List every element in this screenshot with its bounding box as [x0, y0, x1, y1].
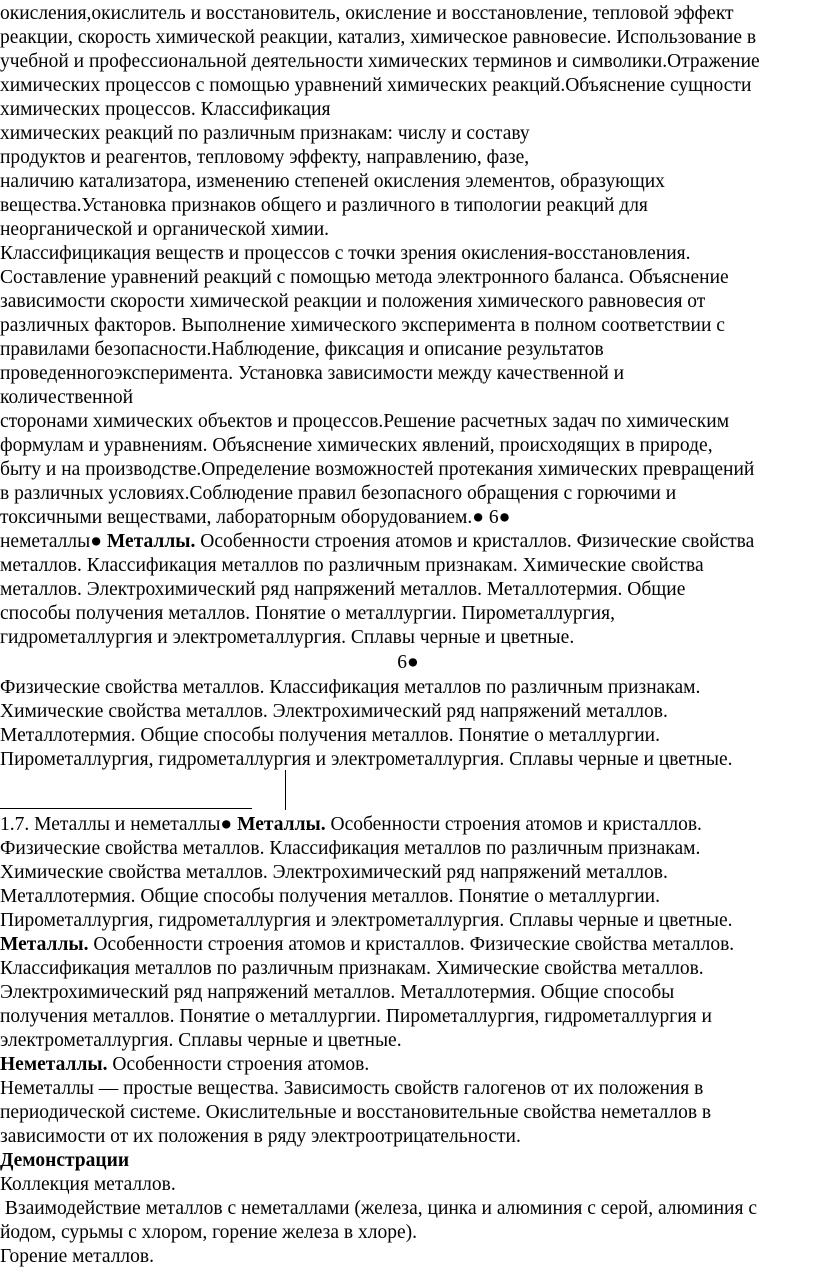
paragraph-metals-2 — [0, 676, 816, 772]
text-line: неорганической и органической химии. — [0, 219, 330, 240]
text-line: Составление уравнений реакций с помощью метода электронного баланса. Объяснение — [0, 267, 729, 288]
text-line: Горение металлов. — [0, 1246, 154, 1267]
demonstrations-heading: Демонстрации — [0, 1150, 130, 1171]
text-line: реакции, скорость химической реакции, катализ, химическое равновесие. Использование в — [0, 27, 757, 48]
text-line: количественной — [0, 387, 134, 408]
section-heading-line — [0, 813, 816, 837]
text-line: зависимости от их положения в ряду электроотрицательности. — [0, 1126, 521, 1147]
center-mark: 6● — [397, 652, 419, 673]
text-line: Химические свойства металлов. Электрохимический ряд напряжений металлов. — [0, 701, 668, 722]
text-line: продуктов и реагентов, тепловому эффекту, направлению, фазе, — [0, 147, 530, 168]
text-line: получения металлов. Понятие о металлургии. Пирометаллургия, гидрометаллургия и — [0, 1006, 712, 1027]
text-line: Классифицикация веществ и процессов с точки зрения окисления-восстановления. — [0, 243, 691, 264]
text-run: Особенности строения атомов и кристаллов. Физические свойства — [195, 531, 755, 552]
text-line: окисления,окислитель и восстановитель, окисление и восстановление, тепловой эффект — [0, 3, 734, 24]
text-line — [0, 1053, 816, 1077]
text-line: Электрохимический ряд напряжений металлов. Металлотермия. Общие способы — [0, 982, 675, 1003]
text-line: химических процессов с помощью уравнений химических реакций.Объяснение сущности — [0, 75, 752, 96]
paragraph-metals-1 — [0, 530, 816, 650]
text-line: периодической системе. Окислительные и восстановительные свойства неметаллов в — [0, 1102, 712, 1123]
text-line: Пирометаллургия, гидрометаллургия и электрометаллургия. Сплавы черные и цветные. — [0, 749, 733, 770]
text-line: Неметаллы — простые вещества. Зависимость свойств галогенов от их положения в — [0, 1078, 704, 1099]
text-line — [0, 530, 816, 554]
text-line: химических процессов. Классификация — [0, 99, 331, 120]
bold-term: Металлы. — [237, 814, 326, 835]
text-line: зависимости скорости химической реакции и положения химического равновесия от — [0, 291, 706, 312]
text-line: способы получения металлов. Понятие о металлургии. Пирометаллургия, — [0, 603, 615, 624]
text-line: проведенногоэксперимента. Установка зависимости между качественной и — [0, 363, 625, 384]
text-line: учебной и профессиональной деятельности химических терминов и символики.Отражение — [0, 51, 760, 72]
text-line: сторонами химических объектов и процессов.Решение расчетных задач по химическим — [0, 411, 730, 432]
paragraph-reactions — [0, 2, 816, 530]
text-line: правилами безопасности.Наблюдение, фиксация и описание результатов — [0, 339, 604, 360]
section-number-title: 1.7. Металлы и неметаллы● — [0, 814, 238, 835]
text-line: в различных условиях.Соблюдение правил безопасного обращения с горючими и — [0, 483, 677, 504]
text-line: быту и на производстве.Определение возможностей протекания химических превращений — [0, 459, 755, 480]
text-line: Классификация металлов по различным признакам. Химические свойства металлов. — [0, 958, 704, 979]
text-line: металлов. Электрохимический ряд напряжений металлов. Металлотермия. Общие — [0, 579, 686, 600]
text-line: Взаимодействие металлов с неметаллами (железа, цинка и алюминия с серой, алюминия с — [0, 1198, 757, 1219]
text-line: формулам и уравнениям. Объяснение химических явлений, происходящих в природе, — [0, 435, 713, 456]
footnote-separator — [0, 808, 252, 809]
text-line: вещества.Установка признаков общего и различного в типологии реакций для — [0, 195, 648, 216]
text-line: Химические свойства металлов. Электрохимический ряд напряжений металлов. — [0, 862, 668, 883]
text-run: Особенности строения атомов и кристаллов. Физические свойства металлов. — [88, 934, 735, 955]
text-line — [0, 933, 816, 957]
table-border-vertical — [285, 770, 286, 810]
text-line: электрометаллургия. Сплавы черные и цветные. — [0, 1030, 402, 1051]
text-run: Особенности строения атомов. — [107, 1054, 370, 1075]
text-line: гидрометаллургия и электрометаллургия. Сплавы черные и цветные. — [0, 627, 575, 648]
bold-term: Металлы. — [0, 934, 89, 955]
lead-text: неметаллы● — [0, 531, 107, 552]
text-line: Пирометаллургия, гидрометаллургия и электрометаллургия. Сплавы черные и цветные. — [0, 910, 733, 931]
text-line: различных факторов. Выполнение химического эксперимента в полном соответствии с — [0, 315, 725, 336]
text-line: токсичными веществами, лабораторным оборудованием.● 6● — [0, 507, 511, 528]
text-line: Металлотермия. Общие способы получения металлов. Понятие о металлургии. — [0, 725, 660, 746]
text-line: металлов. Классификация металлов по различным признакам. Химические свойства — [0, 555, 704, 576]
text-line: Коллекция металлов. — [0, 1174, 176, 1195]
text-run: Особенности строения атомов и кристаллов. — [325, 814, 702, 835]
text-line: химических реакций по различным признакам: числу и составу — [0, 123, 530, 144]
text-line: Металлотермия. Общие способы получения металлов. Понятие о металлургии. — [0, 886, 660, 907]
bold-term: Металлы. — [106, 531, 196, 552]
text-line: Физические свойства металлов. Классификация металлов по различным признакам. — [0, 838, 701, 859]
text-line: йодом, сурьмы с хлором, горение железа в хлоре). — [0, 1222, 417, 1243]
section-1-7 — [0, 813, 816, 1269]
text-line: наличию катализатора, изменению степеней окисления элементов, образующих — [0, 171, 665, 192]
text-line: Физические свойства металлов. Классификация металлов по различным признакам. — [0, 677, 701, 698]
bold-term: Неметаллы. — [0, 1054, 108, 1075]
